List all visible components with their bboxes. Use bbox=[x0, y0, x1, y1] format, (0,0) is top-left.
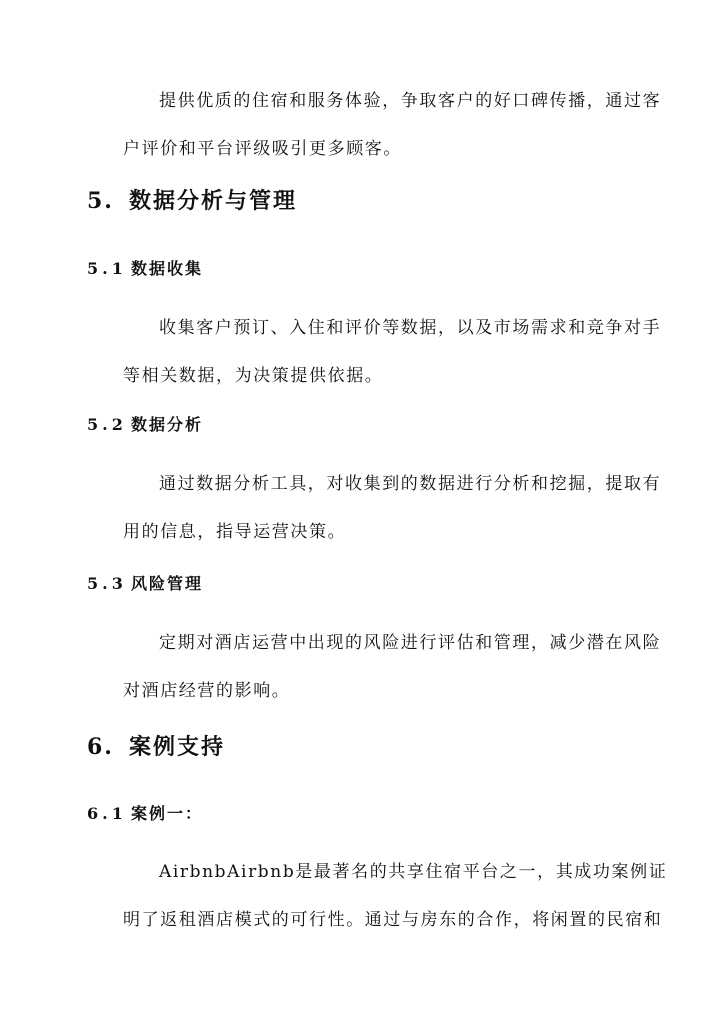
section-heading-5 bbox=[87, 186, 632, 216]
paragraph-line: 通过数据分析工具，对收集到的数据进行分析和挖掘，提取有 bbox=[159, 474, 662, 494]
paragraph-case-airbnb bbox=[87, 848, 668, 944]
paragraph-line: 用的信息，指导运营决策。 bbox=[123, 522, 347, 542]
paragraph-line: 对酒店经营的影响。 bbox=[123, 681, 291, 701]
subsection-heading-5-3 bbox=[87, 572, 632, 596]
subsection-title: 案例一： bbox=[131, 804, 204, 823]
subsection-number: 5.1 bbox=[87, 259, 127, 278]
paragraph-line: 户评价和平台评级吸引更多顾客。 bbox=[123, 139, 402, 159]
subsection-title: 数据分析 bbox=[131, 415, 204, 434]
section-number: 6. bbox=[87, 734, 114, 760]
paragraph-line: 收集客户预订、入住和评价等数据，以及市场需求和竞争对手 bbox=[159, 318, 662, 338]
paragraph-data-analysis bbox=[87, 460, 662, 556]
paragraph-line: AirbnbAirbnb是最著名的共享住宿平台之一，其成功案例证 bbox=[159, 862, 668, 882]
subsection-number: 5.3 bbox=[87, 574, 127, 593]
section-heading-6 bbox=[87, 732, 632, 762]
paragraph-risk-management bbox=[87, 619, 662, 715]
subsection-title: 数据收集 bbox=[131, 259, 204, 278]
paragraph-data-collection bbox=[87, 304, 662, 400]
subsection-number: 6.1 bbox=[87, 804, 127, 823]
paragraph-service-experience bbox=[87, 77, 662, 173]
paragraph-line: 等相关数据，为决策提供依据。 bbox=[123, 366, 384, 386]
section-number: 5. bbox=[87, 188, 114, 214]
subsection-heading-6-1 bbox=[87, 802, 632, 826]
subsection-heading-5-2 bbox=[87, 413, 632, 437]
paragraph-line: 提供优质的住宿和服务体验，争取客户的好口碑传播，通过客 bbox=[159, 91, 662, 111]
subsection-number: 5.2 bbox=[87, 415, 127, 434]
section-title: 案例支持 bbox=[129, 734, 226, 760]
section-title: 数据分析与管理 bbox=[129, 188, 298, 214]
paragraph-line: 明了返租酒店模式的可行性。通过与房东的合作，将闲置的民宿和 bbox=[123, 910, 663, 930]
paragraph-line: 定期对酒店运营中出现的风险进行评估和管理，减少潜在风险 bbox=[159, 633, 662, 653]
subsection-heading-5-1 bbox=[87, 257, 632, 281]
subsection-title: 风险管理 bbox=[131, 574, 204, 593]
